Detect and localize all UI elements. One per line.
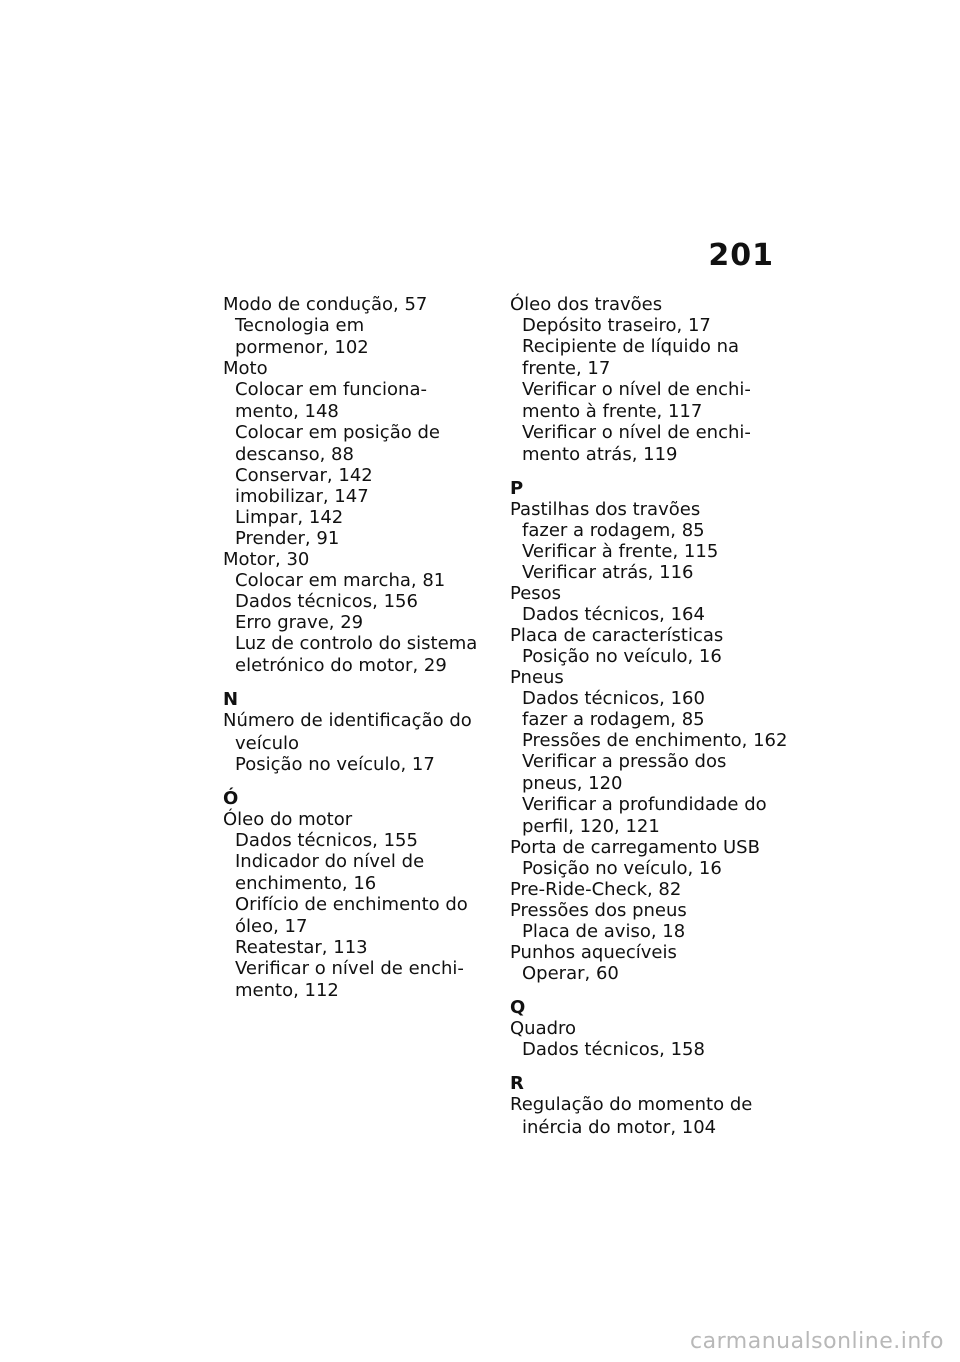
index-subentry-text: mento, 148 xyxy=(235,401,339,422)
index-subentry-text: perfil, 120, 121 xyxy=(522,816,660,837)
index-subentry-text: Verificar o nível de enchi- xyxy=(522,422,751,443)
index-entry xyxy=(510,1094,780,1138)
index-entry-term: inércia do motor, 104 xyxy=(522,1117,717,1138)
index-entry-term: Pesos xyxy=(510,583,562,604)
index-subentry-text: Recipiente de líquido na xyxy=(522,336,740,357)
index-subentry xyxy=(510,646,780,667)
index-entry xyxy=(510,499,780,583)
index-subentry xyxy=(510,541,780,562)
index-subentry xyxy=(510,520,780,541)
index-subentry xyxy=(223,633,478,676)
index-entry-term: veículo xyxy=(235,733,300,754)
index-entry xyxy=(510,900,780,942)
index-subentry-text: mento, 112 xyxy=(235,980,339,1001)
index-entry-term: Número de identificação do xyxy=(223,710,472,731)
page-number: 201 xyxy=(708,238,774,273)
index-subentry-text: fazer a rodagem, 85 xyxy=(522,520,705,541)
index-subentry-text: imobilizar, 147 xyxy=(235,486,369,507)
index-subentry xyxy=(510,921,780,942)
index-subentry-text: Tecnologia em xyxy=(235,315,365,336)
index-subentry xyxy=(223,958,473,1001)
index-entry xyxy=(510,1018,780,1060)
index-subentry xyxy=(223,937,473,958)
index-subentry-text: Depósito traseiro, 17 xyxy=(522,315,711,336)
index-subentry-text: Conservar, 142 xyxy=(235,465,373,486)
index-subentry xyxy=(223,570,473,591)
index-letter-heading: R xyxy=(510,1073,524,1094)
index-subentry-text: fazer a rodagem, 85 xyxy=(522,709,705,730)
index-subentry-text: Reatestar, 113 xyxy=(235,937,368,958)
index-letter-heading: N xyxy=(223,689,239,710)
index-subentry xyxy=(223,830,473,851)
index-subentry xyxy=(223,422,473,465)
index-subentry-text: enchimento, 16 xyxy=(235,873,377,894)
index-entry xyxy=(510,667,788,837)
index-subentry xyxy=(510,1039,780,1060)
index-subentry xyxy=(510,315,780,336)
index-subentry xyxy=(510,604,780,625)
index-subentry-text: frente, 17 xyxy=(522,358,611,379)
index-subentry-text: Colocar em posição de xyxy=(235,422,440,443)
index-subentry xyxy=(510,858,780,879)
index-subentry-text: Indicador do nível de xyxy=(235,851,425,872)
index-subentry-text: Posição no veículo, 17 xyxy=(235,754,435,775)
index-subentry xyxy=(223,465,473,486)
index-subentry xyxy=(510,794,780,837)
index-subentry-text: mento atrás, 119 xyxy=(522,444,678,465)
index-subentry-text: Pressões de enchimento, 162 xyxy=(522,730,788,751)
index-subentry-text: Posição no veículo, 16 xyxy=(522,858,722,879)
index-entry-term: Modo de condução, 57 xyxy=(223,294,428,315)
index-entry-term: Pneus xyxy=(510,667,564,688)
index-entry-term: Óleo do motor xyxy=(223,809,353,830)
index-subentry-text: mento à frente, 117 xyxy=(522,401,703,422)
index-subentry-text: Orifício de enchimento do xyxy=(235,894,468,915)
index-subentry-text: Operar, 60 xyxy=(522,963,619,984)
index-subentry xyxy=(510,422,780,465)
index-subentry-text: Verificar a profundidade do xyxy=(522,794,767,815)
index-entry xyxy=(510,294,780,465)
index-subentry-text: Posição no veículo, 16 xyxy=(522,646,722,667)
index-subentry xyxy=(510,963,780,984)
index-entry xyxy=(223,809,473,1001)
index-entry-term: Pressões dos pneus xyxy=(510,900,687,921)
index-subentry-text: Dados técnicos, 160 xyxy=(522,688,705,709)
index-entry xyxy=(223,358,473,549)
index-subentry xyxy=(510,562,780,583)
index-entry-term: Quadro xyxy=(510,1018,577,1039)
index-subentry-text: Verificar à frente, 115 xyxy=(522,541,719,562)
index-subentry-text: óleo, 17 xyxy=(235,916,308,937)
index-subentry-text: Dados técnicos, 158 xyxy=(522,1039,705,1060)
index-subentry-text: Dados técnicos, 156 xyxy=(235,591,418,612)
watermark: carmanualsonline.info xyxy=(690,1329,944,1354)
index-entry xyxy=(223,549,478,676)
index-subentry-text: Colocar em funciona- xyxy=(235,379,427,400)
index-subentry-text: Colocar em marcha, 81 xyxy=(235,570,446,591)
index-subentry xyxy=(223,851,473,894)
index-subentry-text: Prender, 91 xyxy=(235,528,340,549)
index-entry xyxy=(510,837,780,879)
index-subentry xyxy=(223,612,473,633)
index-entry xyxy=(223,294,473,358)
index-entry xyxy=(510,625,780,667)
index-subentry xyxy=(510,688,780,709)
index-entry-term: Punhos aquecíveis xyxy=(510,942,677,963)
index-subentry-text: eletrónico do motor, 29 xyxy=(235,655,447,676)
index-subentry xyxy=(510,336,780,379)
index-subentry-text: pneus, 120 xyxy=(522,773,623,794)
index-subentry-text: Verificar o nível de enchi- xyxy=(235,958,464,979)
index-subentry-text: Limpar, 142 xyxy=(235,507,344,528)
index-entry-term: Placa de características xyxy=(510,625,724,646)
index-entry xyxy=(510,583,780,625)
index-column-right xyxy=(510,294,788,1138)
index-letter-heading: Ó xyxy=(223,788,239,809)
index-subentry xyxy=(510,379,780,422)
index-subentry-text: Verificar atrás, 116 xyxy=(522,562,694,583)
index-entry-term: Porta de carregamento USB xyxy=(510,837,760,858)
index-entry xyxy=(510,879,780,900)
index-subentry xyxy=(510,709,780,730)
index-column-left xyxy=(223,294,478,1001)
index-subentry-text: Erro grave, 29 xyxy=(235,612,364,633)
index-subentry-text: Luz de controlo do sistema xyxy=(235,633,478,654)
index-subentry xyxy=(223,507,473,528)
index-subentry xyxy=(510,751,780,794)
index-subentry xyxy=(223,754,473,775)
index-entry xyxy=(223,710,473,775)
index-subentry xyxy=(223,379,473,422)
index-subentry xyxy=(510,730,788,751)
index-entry xyxy=(510,942,780,984)
index-subentry xyxy=(223,894,473,937)
index-entry-term: Moto xyxy=(223,358,268,379)
index-subentry xyxy=(223,528,473,549)
index-subentry-text: Dados técnicos, 164 xyxy=(522,604,705,625)
index-subentry-text: Placa de aviso, 18 xyxy=(522,921,686,942)
index-entry-term: Motor, 30 xyxy=(223,549,310,570)
index-entry-term: Regulação do momento de xyxy=(510,1094,753,1115)
index-entry-term: Pre-Ride-Check, 82 xyxy=(510,879,682,900)
index-subentry-text: Verificar a pressão dos xyxy=(522,751,727,772)
index-entry-term: Óleo dos travões xyxy=(510,294,663,315)
index-subentry xyxy=(223,591,473,612)
index-subentry-text: Dados técnicos, 155 xyxy=(235,830,418,851)
index-subentry xyxy=(223,315,473,358)
index-subentry xyxy=(223,486,473,507)
index-subentry-text: descanso, 88 xyxy=(235,444,354,465)
index-letter-heading: Q xyxy=(510,997,526,1018)
index-entry-term: Pastilhas dos travões xyxy=(510,499,701,520)
index-subentry-text: pormenor, 102 xyxy=(235,337,369,358)
index-letter-heading: P xyxy=(510,478,524,499)
index-subentry-text: Verificar o nível de enchi- xyxy=(522,379,751,400)
